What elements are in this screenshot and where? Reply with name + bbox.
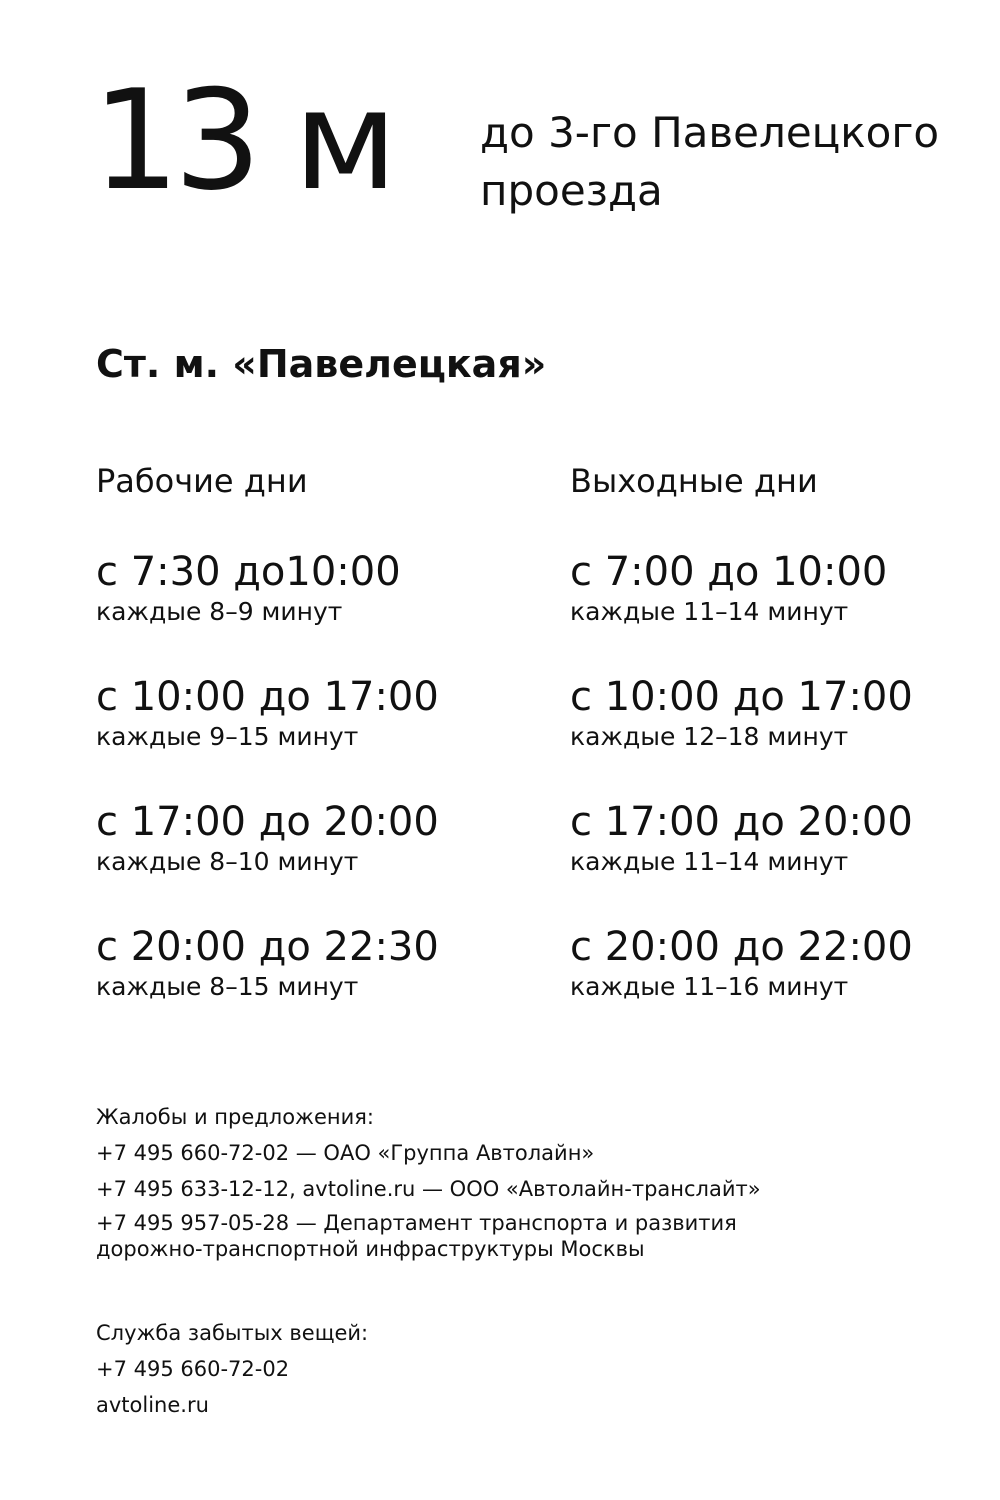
interval-frequency: каждые 9–15 минут [96,722,359,751]
destination: до 3-го Павелецкого проезда [480,108,940,215]
weekends-interval [570,798,990,923]
weekdays-interval [96,923,516,1048]
lost-and-found-phone: +7 495 660-72-02 [96,1357,290,1381]
weekends-title: Выходные дни [570,462,818,500]
interval-time: с 10:00 до 17:00 [570,674,913,720]
contact-line: дорожно-транспортной инфраструктуры Москвы [96,1237,645,1261]
route-number: 13 м [92,60,392,221]
interval-time: с 17:00 до 20:00 [570,799,913,845]
contact-line: +7 495 957-05-28 — Департамент транспорта и развития [96,1211,737,1235]
lost-and-found-website: avtoline.ru [96,1393,209,1417]
interval-time: с 20:00 до 22:30 [96,924,439,970]
weekdays-interval [96,548,516,673]
weekdays-title: Рабочие дни [96,462,308,500]
complaints-heading: Жалобы и предложения: [96,1105,374,1129]
weekdays-interval [96,798,516,923]
interval-frequency: каждые 11–16 минут [570,972,849,1001]
interval-frequency: каждые 12–18 минут [570,722,849,751]
interval-time: с 7:00 до 10:00 [570,549,888,595]
interval-frequency: каждые 11–14 минут [570,847,849,876]
weekdays-interval [96,673,516,798]
weekends-interval [570,548,990,673]
interval-time: с 17:00 до 20:00 [96,799,439,845]
lost-and-found-heading: Служба забытых вещей: [96,1321,369,1345]
weekdays-interval-list [96,548,516,1048]
complaints-contacts [96,1102,916,1262]
weekends-interval [570,673,990,798]
interval-time: с 10:00 до 17:00 [96,674,439,720]
contact-line: +7 495 633-12-12, avtoline.ru — ООО «Автолайн-транслайт» [96,1177,761,1201]
weekends-schedule [570,460,990,1048]
interval-time: с 7:30 до10:00 [96,549,401,595]
interval-frequency: каждые 11–14 минут [570,597,849,626]
interval-frequency: каждые 8–15 минут [96,972,359,1001]
stop-name: Ст. м. «Павелецкая» [96,342,547,386]
interval-frequency: каждые 8–9 минут [96,597,343,626]
interval-time: с 20:00 до 22:00 [570,924,913,970]
contact-line: +7 495 660-72-02 — ОАО «Группа Автолайн» [96,1141,595,1165]
weekdays-schedule [96,460,516,1048]
lost-and-found [96,1318,916,1426]
weekends-interval [570,923,990,1048]
interval-frequency: каждые 8–10 минут [96,847,359,876]
weekends-interval-list [570,548,990,1048]
